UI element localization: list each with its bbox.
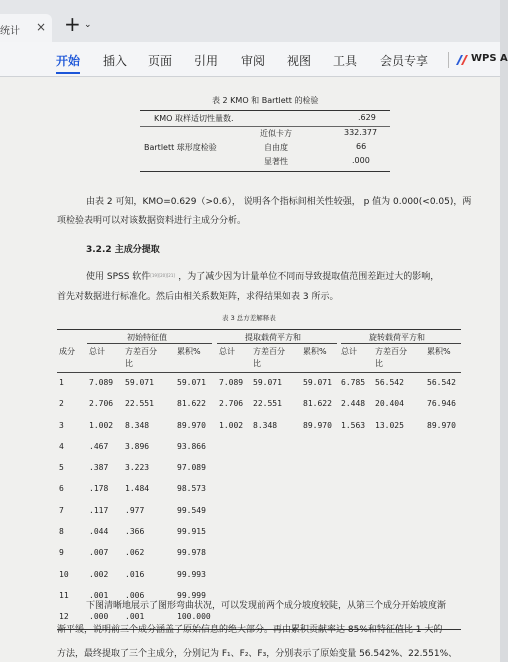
table-cell: .001 (89, 590, 109, 600)
group-rotation-loadings: 旋转载荷平方和 (369, 333, 425, 342)
paragraph3-line3: 方法，最终提取了三个主成分，分别记为 F₁、F₂、F₃，分别表示了原始变量 56.542%、22.551%、 (57, 649, 458, 659)
document-tab[interactable] (0, 14, 52, 42)
table-cell: .001 (125, 612, 145, 622)
table-row (57, 373, 461, 394)
table-cell: 7.089 (219, 378, 244, 387)
table-cell: 56.542 (375, 378, 404, 387)
table-cell: 99.549 (177, 505, 206, 515)
active-tab-indicator (56, 72, 80, 74)
table-cell: .117 (89, 505, 109, 515)
table-cell: 93.866 (177, 441, 206, 451)
menu-view[interactable]: 视图 (287, 54, 312, 68)
table-cell: 6 (59, 484, 64, 494)
table-cell: 2.706 (219, 399, 244, 409)
menu-start[interactable]: 开始 (56, 54, 81, 68)
table-cell: 10 (59, 569, 69, 579)
table-row (57, 479, 461, 500)
document-page (0, 77, 500, 662)
table-cell: .016 (125, 569, 145, 579)
table-cell: .366 (125, 527, 145, 537)
table-row (57, 416, 461, 437)
table-cell: 99.915 (177, 527, 206, 537)
table-cell: .467 (89, 441, 109, 451)
table3-body (57, 373, 461, 629)
table-cell: .007 (89, 548, 109, 558)
table-row (57, 543, 461, 564)
header-variance-line2: 比 (375, 359, 383, 368)
table-row (57, 501, 461, 522)
table-cell: 12 (59, 612, 69, 622)
table-cell: .002 (89, 569, 109, 579)
table-cell: 2 (59, 399, 64, 409)
table-row (140, 111, 390, 127)
header-total: 总计 (89, 347, 105, 356)
table-cell: 98.573 (177, 484, 206, 494)
header-variance-line1: 方差百分 (125, 347, 157, 356)
menu-page[interactable]: 页面 (148, 54, 173, 68)
table2-caption: 表 2 KMO 和 Bartlett 的检验 (212, 96, 319, 105)
table-cell: 59.071 (303, 378, 332, 387)
table-cell: 9 (59, 548, 64, 558)
paragraph3-line2: 渐平缓，说明前三个成分涵盖了原始信息的绝大部分。再由累积贡献率达 85%和特征值比 1 大的 (57, 625, 443, 635)
table-cell: 1.002 (219, 420, 244, 430)
tab-bar (0, 0, 500, 42)
table-row (57, 437, 461, 458)
significance-label: 显著性 (264, 157, 288, 166)
header-variance-line1: 方差百分 (375, 347, 407, 356)
header-variance-percent (125, 346, 157, 370)
kmo-value: .629 (358, 113, 376, 122)
paragraph2-text-a: 使用 SPSS 软件 (86, 272, 151, 282)
table-cell: 1 (59, 378, 64, 387)
table3-column-header (57, 344, 461, 373)
header-cumulative: 累积% (303, 347, 327, 356)
menu-insert[interactable]: 插入 (103, 54, 128, 68)
table-cell: .006 (125, 590, 145, 600)
header-total: 总计 (219, 347, 235, 356)
header-variance-line2: 比 (125, 359, 133, 368)
menu-reference[interactable]: 引用 (194, 54, 219, 68)
header-cumulative: 累积% (427, 347, 451, 356)
table-cell: 56.542 (427, 378, 456, 387)
header-component: 成分 (59, 347, 75, 356)
table-row (57, 394, 461, 415)
table3-total-variance (57, 329, 461, 630)
wps-logo-icon (456, 55, 468, 65)
table-cell: .977 (125, 505, 145, 515)
table-cell: .062 (125, 548, 145, 558)
table-row (57, 565, 461, 586)
document-tab-label: 统计 (0, 26, 20, 37)
table-cell: 5 (59, 463, 64, 473)
ribbon-menu (0, 42, 508, 77)
chi-square-value: 332.377 (344, 128, 378, 137)
header-cumulative: 累积% (177, 347, 201, 356)
table-cell: 13.025 (375, 420, 404, 430)
table-row (57, 522, 461, 543)
chi-square-label: 近似卡方 (260, 129, 292, 138)
table-cell: 3 (59, 420, 64, 430)
group-initial-eigenvalues: 初始特征值 (127, 333, 167, 342)
chevron-down-icon[interactable]: ⌄ (84, 20, 92, 30)
menu-review[interactable]: 审阅 (241, 54, 266, 68)
df-value: 66 (356, 142, 367, 151)
table-cell: .387 (89, 463, 109, 473)
table-cell: 2.448 (341, 399, 366, 409)
table-cell: 8.348 (253, 420, 278, 430)
table-cell: 3.223 (125, 463, 150, 473)
paragraph1-line2: 项检验表明可以对该数据资料进行主成分分析。 (57, 216, 247, 226)
table-cell: 89.970 (427, 420, 456, 430)
table-cell: 1.002 (89, 420, 114, 430)
table-cell: 59.071 (253, 378, 282, 387)
close-icon[interactable]: × (36, 20, 47, 34)
table-cell: 99.999 (177, 590, 206, 600)
table-cell: 59.071 (177, 378, 206, 387)
table-cell: 99.993 (177, 569, 206, 579)
group-extraction-loadings: 提取载荷平方和 (245, 333, 301, 342)
header-variance-percent (253, 346, 285, 370)
table-cell: 22.551 (125, 399, 154, 409)
table-cell: 97.089 (177, 463, 206, 473)
section-heading: 3.2.2 主成分提取 (86, 245, 160, 255)
table-cell: .178 (89, 484, 109, 494)
bartlett-label: Bartlett 球形度检验 (144, 143, 217, 152)
table-cell: 2.706 (89, 399, 114, 409)
new-tab-icon[interactable]: + (64, 12, 81, 36)
table-cell: 99.978 (177, 548, 206, 558)
bartlett-group (140, 127, 390, 171)
header-variance-line2: 比 (253, 359, 261, 368)
citation-superscript: [19][20][21] (150, 273, 175, 278)
ribbon-separator (448, 52, 449, 68)
table-cell: 81.622 (177, 399, 206, 409)
paragraph1-line1: 由表 2 可知，KMO=0.629（>0.6）， 说明各个指标间相关性较强， p 值为 0.000(<0.05)，两 (86, 197, 472, 207)
header-variance-percent (375, 346, 407, 370)
table-cell: 20.404 (375, 399, 404, 409)
table-cell: 76.946 (427, 399, 456, 409)
table-cell: 59.071 (125, 378, 154, 387)
table-cell: 1.563 (341, 420, 366, 430)
table-cell: 81.622 (303, 399, 332, 409)
table-cell: 6.785 (341, 378, 366, 387)
table-cell: 11 (59, 590, 69, 600)
table-cell: 1.484 (125, 484, 150, 494)
paragraph2-line2: 首先对数据进行标准化。然后由相关系数矩阵，求得结果如表 3 所示。 (57, 292, 339, 302)
paragraph2-line1 (86, 270, 439, 284)
table-cell: .000 (89, 612, 109, 622)
table3-group-header (57, 330, 461, 344)
table-cell: .044 (89, 527, 109, 537)
menu-tools[interactable]: 工具 (333, 54, 358, 68)
table-cell: 8 (59, 527, 64, 537)
df-label: 自由度 (264, 143, 288, 152)
table-cell: 100.000 (177, 612, 211, 622)
significance-value: .000 (352, 156, 370, 165)
header-variance-line1: 方差百分 (253, 347, 285, 356)
menu-member[interactable]: 会员专享 (380, 54, 429, 68)
table-cell: 89.970 (177, 420, 206, 430)
table-cell: 8.348 (125, 420, 150, 430)
header-total: 总计 (341, 347, 357, 356)
table-cell: 3.896 (125, 441, 150, 451)
table-row (57, 458, 461, 479)
paragraph2-text-b: ，为了减少因为计量单位不同而导致提取值范围差距过大的影响， (178, 272, 440, 282)
table-cell: 22.551 (253, 399, 282, 409)
table-cell: 4 (59, 441, 64, 451)
paragraph3-line1: 下图清晰地展示了图形弯曲状况，可以发现前两个成分坡度较陡，从第三个成分开始坡度渐 (86, 601, 447, 611)
table-cell: 89.970 (303, 420, 332, 430)
kmo-label: KMO 取样适切性量数. (154, 114, 234, 123)
table3-caption: 表 3 总方差解释表 (222, 314, 276, 322)
table-cell: 7.089 (89, 378, 114, 387)
table2-kmo-bartlett (140, 110, 390, 172)
wps-ai-button[interactable]: WPS A (471, 53, 508, 64)
table-cell: 7 (59, 505, 64, 515)
